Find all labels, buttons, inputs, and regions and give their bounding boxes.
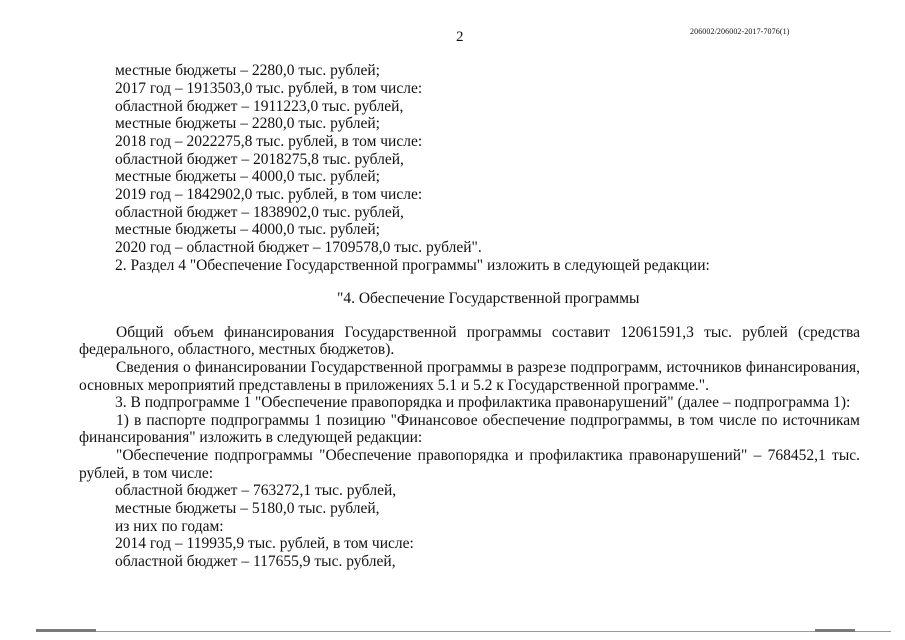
scan-edge-mark — [36, 629, 96, 632]
text-line: 2014 год – 119935,9 тыс. рублей, в том числе: — [115, 535, 414, 552]
text-line: местные бюджеты – 4000,0 тыс. рублей; — [115, 168, 380, 185]
page-bottom-rule — [36, 631, 891, 632]
paragraph-line: рублей, в том числе: — [79, 465, 214, 482]
text-line: местные бюджеты – 5180,0 тыс. рублей, — [115, 500, 380, 517]
paragraph-line: 1) в паспорте подпрограммы 1 позицию "Финансовое обеспечение подпрограммы, в том числе по источникам — [116, 412, 860, 429]
paragraph-line: финансирования" изложить в следующей редакции: — [79, 429, 423, 446]
text-line: местные бюджеты – 4000,0 тыс. рублей; — [115, 221, 380, 238]
text-line: областной бюджет – 763272,1 тыс. рублей, — [115, 482, 397, 499]
text-line: областной бюджет – 1911223,0 тыс. рублей, — [115, 98, 404, 115]
text-line: 2018 год – 2022275,8 тыс. рублей, в том числе: — [115, 133, 423, 150]
text-line: 2017 год – 1913503,0 тыс. рублей, в том числе: — [115, 80, 423, 97]
text-line: местные бюджеты – 2280,0 тыс. рублей; — [115, 62, 380, 79]
paragraph-line: основных мероприятий представлены в приложениях 5.1 и 5.2 к Государственной программе.". — [79, 377, 710, 394]
text-line: 2020 год – областной бюджет – 1709578,0 тыс. рублей". — [115, 239, 482, 256]
scan-edge-mark — [815, 629, 855, 632]
text-line: местные бюджеты – 2280,0 тыс. рублей; — [115, 115, 380, 132]
text-line: областной бюджет – 1838902,0 тыс. рублей, — [115, 204, 404, 221]
paragraph-line: федерального, областного, местных бюджетов). — [79, 341, 395, 358]
text-line: областной бюджет – 117655,9 тыс. рублей, — [115, 553, 396, 570]
document-code: 206002/206002-2017-7076(1) — [690, 27, 790, 36]
paragraph-line: "Обеспечение подпрограммы "Обеспечение правопорядка и профилактика правонарушений" – 768452,1 тыс. — [116, 447, 860, 464]
paragraph-line: Общий объем финансирования Государственной программы составит 12061591,3 тыс. рублей (средства — [116, 324, 860, 341]
text-line: из них по годам: — [115, 518, 224, 535]
paragraph-line: 3. В подпрограмме 1 "Обеспечение правопорядка и профилактика правонарушений" (далее – подпрограмма 1): — [115, 394, 851, 411]
page-number: 2 — [456, 29, 464, 45]
text-line: областной бюджет – 2018275,8 тыс. рублей, — [115, 151, 404, 168]
text-line: 2019 год – 1842902,0 тыс. рублей, в том числе: — [115, 186, 423, 203]
paragraph-line: Сведения о финансировании Государственной программы в разрезе подпрограмм, источников финансирования, — [116, 359, 860, 376]
section-heading: "4. Обеспечение Государственной программы — [337, 290, 640, 307]
text-line: 2. Раздел 4 "Обеспечение Государственной программы" изложить в следующей редакции: — [115, 257, 710, 274]
